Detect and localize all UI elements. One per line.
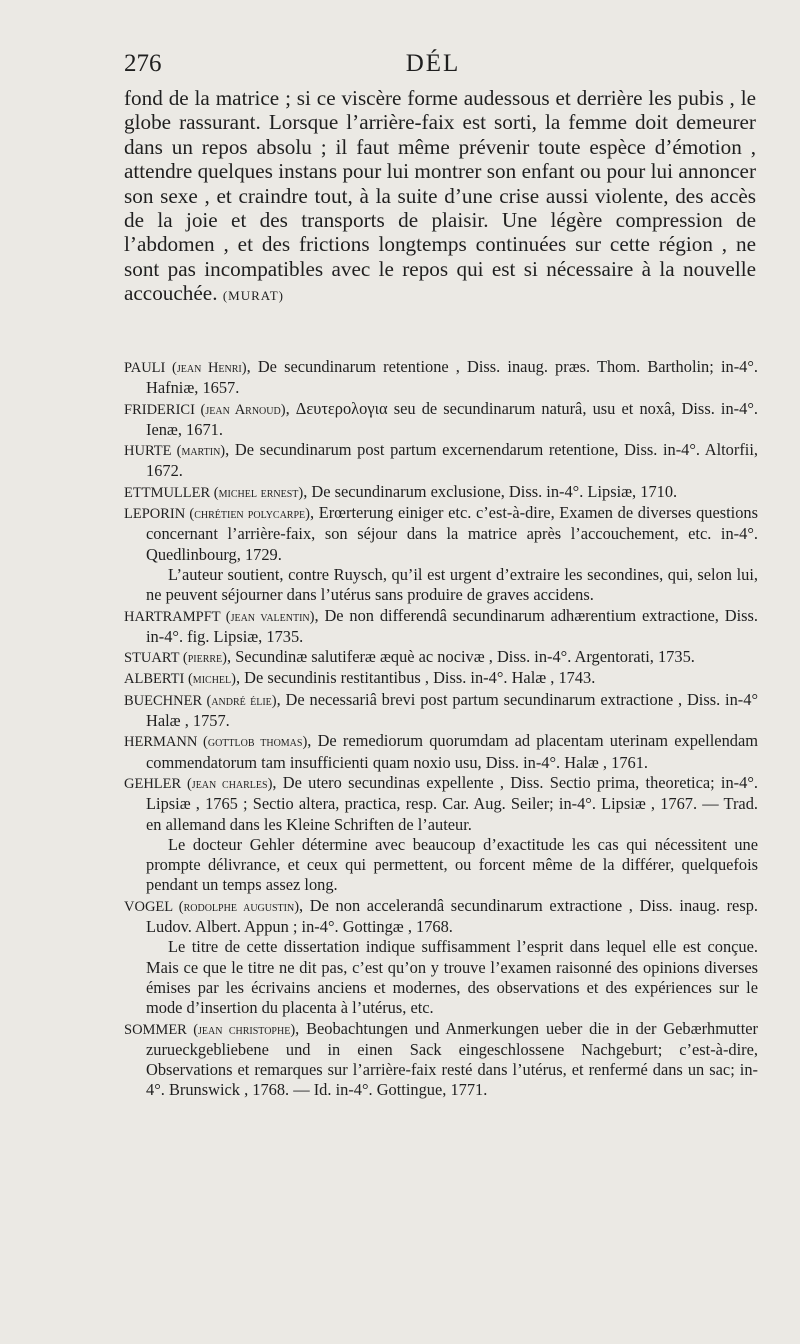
bibliography-entry <box>124 606 758 648</box>
bibliography-entry <box>124 482 758 503</box>
entry-text: , De secundinis restitantibus , Diss. in-4°. Halæ , 1743. <box>235 668 596 688</box>
author-name: PAULI (jean Henri) <box>124 360 247 376</box>
bibliography-entry <box>124 399 758 441</box>
bibliography-entry <box>124 896 758 938</box>
author-name: STUART (pierre) <box>124 650 227 667</box>
main-paragraph-text: fond de la matrice ; si ce viscère forme audessous et derrière les pubis , le globe rassurant. Lorsque l’arrière-faix est sorti, la femme doit demeurer dans un repos absolu ; il faut même prévenir toute espèce d’émotion , attendre quelques instans pour lui montrer son enfant ou pour lui annoncer son sexe , et craindre tout, à la suite d’une crise aussi violente, des accès de la joie et des transports de plaisir. Une légère compression de l’abdomen , et des frictions longtemps continuées sur cette région , ne sont pas incompatibles avec le repos qui est si nécessaire à la nouvelle accouchée. <box>124 86 756 306</box>
author-name: LEPORIN (chrétien polycarpe) <box>124 506 310 523</box>
main-text-block <box>124 86 756 309</box>
entry-text: , De remediorum quorumdam ad placentam uterinam expellendam commendatorum tam insufficienti quam noxio usu, Diss. in-4°. Halæ , 1761. <box>146 731 758 772</box>
entry-text: , De non accelerandâ secundinarum extractione , Diss. inaug. resp. Ludov. Albert. Appun ; in-4°. Gottingæ , 1768. <box>146 895 758 937</box>
bibliography-entry <box>124 503 758 565</box>
page-number: 276 <box>124 50 162 77</box>
bibliography-entry <box>124 773 758 835</box>
entry-text: , De utero secundinas expellente , Diss. Sectio prima, theoretica; in-4°. Lipsiæ , 1765 ; Sectio altera, practica, resp. Car. Aug. Seiler; in-4°. Lipsiæ , 1767. — Trad. en allemand dans les Kleine Schriften de l’auteur. <box>146 772 758 834</box>
author-name: ETTMULLER (michel ernest) <box>124 484 304 501</box>
author-name: HERMANN (gottlob thomas) <box>124 734 308 751</box>
bibliography-note: Le docteur Gehler détermine avec beaucoup d’exactitude les cas qui nécessitent une prompte délivrance, et ceux qui permettent, ou forcent même de la différer, quelquefois pendant un temps assez long. <box>146 834 758 895</box>
author-name: ALBERTI (michel) <box>124 671 236 688</box>
bibliography-note: L’auteur soutient, contre Ruysch, qu’il est urgent d’extraire les secondines, qui, selon lui, ne peuvent séjourner dans l’utérus sans produire de graves accidens. <box>146 564 758 605</box>
entry-text: , De secundinarum exclusione, Diss. in-4°. Lipsiæ, 1710. <box>303 481 678 501</box>
bibliography-entry <box>124 440 758 482</box>
author-signature: (MURAT) <box>222 288 284 304</box>
bibliography-entry <box>124 731 758 773</box>
bibliography <box>124 357 758 1101</box>
entry-text: , De secundinarum retentione , Diss. inaug. præs. Thom. Bartholin; in-4°. Hafniæ, 1657. <box>146 357 758 398</box>
entry-text: , Secundinæ salutiferæ æquè ac nocivæ , Diss. in-4°. Argentorati, 1735. <box>227 647 695 667</box>
entry-text: , De non differendâ secundinarum adhærentium extractione, Diss. in-4°. fig. Lipsiæ, 1735. <box>146 605 758 646</box>
bibliography-entry <box>124 690 758 732</box>
author-name: HURTE (martin) <box>124 443 226 460</box>
author-name: HARTRAMPFT (jean valentin) <box>124 608 315 625</box>
entry-text: , De secundinarum post partum excernendarum retentione, Diss. in-4°. Altorfii, 1672. <box>146 440 758 481</box>
author-name: SOMMER (jean christophe) <box>124 1021 296 1038</box>
author-name: BUECHNER (andré élie) <box>124 692 277 709</box>
entry-text: , Δευτερολογια seu de secundinarum naturâ, usu et noxâ, Diss. in-4°. Ienæ, 1671. <box>146 398 758 439</box>
author-name: FRIDERICI (jean Arnoud) <box>124 401 286 418</box>
bibliography-note: Le titre de cette dissertation indique suffisamment l’esprit dans lequel elle est conçue. Mais ce que le titre ne dit pas, c’est qu’on y trouve l’examen raisonné des opinions diverses émises par les écrivains anciens et modernes, des observations et des expériences sur le mode d’insertion du placenta à l’utérus, etc. <box>146 937 758 1018</box>
bibliography-entry <box>124 1019 758 1101</box>
page-header <box>124 50 742 86</box>
bibliography-entry <box>124 647 758 668</box>
main-paragraph <box>124 86 756 309</box>
bibliography-entry <box>124 357 758 399</box>
entry-text: , Erœrterung einiger etc. c’est-à-dire, Examen de diverses questions concernant l’arrière-faix, son séjour dans la matrice après l’accouchement, etc. in-4°. Quedlinbourg, 1729. <box>146 503 758 564</box>
author-name: GEHLER (jean charles) <box>124 775 273 792</box>
bibliography-entry <box>124 668 758 689</box>
entry-text: , Beobachtungen und Anmerkungen ueber die in der Gebærhmutter zurueckgebliebene und in einen Sack eingeschlossene Nachgeburt; c’est-à-dire, Observations et remarques sur l’arrière-faix resté dans l’utérus, et renfermé dans un sac; in-4°. Brunswick , 1768. — Id. in-4°. Gottingue, 1771. <box>146 1018 759 1100</box>
author-name: VOGEL (rodolphe augustin) <box>124 898 300 915</box>
entry-text: , De necessariâ brevi post partum secundinarum extractione , Diss. in-4° Halæ , 1757. <box>146 689 758 731</box>
running-head: DÉL <box>405 50 461 77</box>
